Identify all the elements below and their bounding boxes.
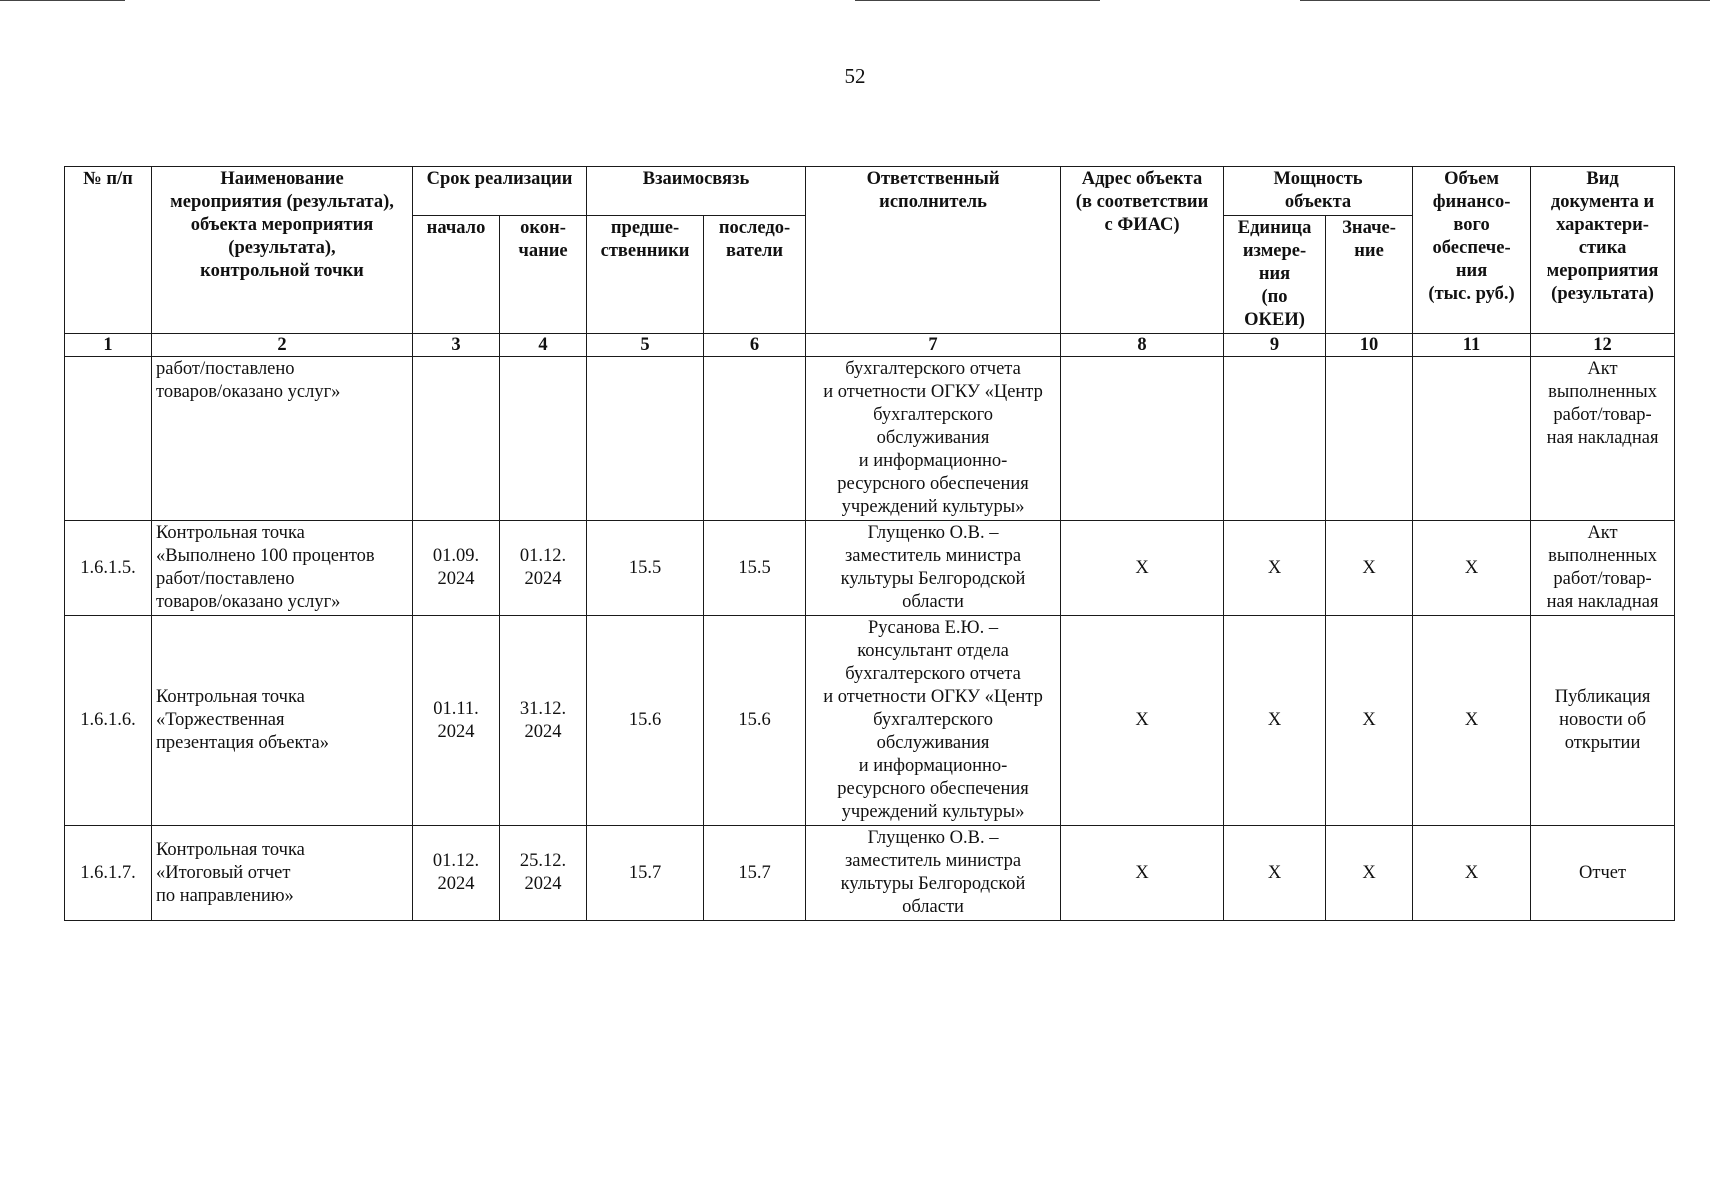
row-doc-type: Акт выполненных работ/товар- ная накладная	[1531, 357, 1675, 521]
row-start	[413, 357, 500, 521]
table-row	[65, 357, 1675, 521]
row-finance: X	[1413, 521, 1531, 616]
row-value: X	[1326, 616, 1413, 826]
column-number: 11	[1413, 334, 1531, 357]
row-doc-type: Отчет	[1531, 826, 1675, 921]
row-next: 15.7	[704, 826, 806, 921]
table-row	[65, 521, 1675, 616]
row-finance	[1413, 357, 1531, 521]
column-number: 8	[1061, 334, 1224, 357]
row-finance: X	[1413, 826, 1531, 921]
row-next: 15.5	[704, 521, 806, 616]
row-name: Контрольная точка «Торжественная презентация объекта»	[152, 616, 413, 826]
row-prev: 15.5	[587, 521, 704, 616]
row-prev: 15.6	[587, 616, 704, 826]
page-number: 52	[844, 64, 866, 88]
header-responsible: Ответственный исполнитель	[806, 167, 1061, 334]
row-address	[1061, 357, 1224, 521]
scan-line-left	[0, 0, 125, 1]
header-link: Взаимосвязь	[587, 167, 806, 216]
row-name: работ/поставлено товаров/оказано услуг»	[152, 357, 413, 521]
header-name: Наименование мероприятия (результата), объекта мероприятия (результата), контрольной точки	[152, 167, 413, 334]
row-prev: 15.7	[587, 826, 704, 921]
header-power-unit: Единица измере- ния (по ОКЕИ)	[1224, 216, 1326, 334]
row-address: X	[1061, 826, 1224, 921]
row-next: 15.6	[704, 616, 806, 826]
column-number: 12	[1531, 334, 1675, 357]
row-doc-type: Акт выполненных работ/товар- ная накладная	[1531, 521, 1675, 616]
scan-line-right	[1300, 0, 1710, 1]
row-responsible: бухгалтерского отчета и отчетности ОГКУ «Центр бухгалтерского обслуживания и информационно- ресурсного обеспечения учреждений культуры»	[806, 357, 1061, 521]
row-number: 1.6.1.7.	[65, 826, 152, 921]
header-row-1	[65, 167, 1675, 216]
row-name: Контрольная точка «Итоговый отчет по направлению»	[152, 826, 413, 921]
header-address: Адрес объекта (в соответствии с ФИАС)	[1061, 167, 1224, 334]
column-number: 6	[704, 334, 806, 357]
row-start: 01.11. 2024	[413, 616, 500, 826]
header-power-value: Значе- ние	[1326, 216, 1413, 334]
row-responsible: Глущенко О.В. – заместитель министра культуры Белгородской области	[806, 826, 1061, 921]
row-finance: X	[1413, 616, 1531, 826]
row-address: X	[1061, 521, 1224, 616]
column-number: 3	[413, 334, 500, 357]
header-link-next: последо- ватели	[704, 216, 806, 334]
header-doc-type: Вид документа и характери- стика мероприятия (результата)	[1531, 167, 1675, 334]
row-name: Контрольная точка «Выполнено 100 процентов работ/поставлено товаров/оказано услуг»	[152, 521, 413, 616]
row-start: 01.12. 2024	[413, 826, 500, 921]
row-responsible: Глущенко О.В. – заместитель министра культуры Белгородской области	[806, 521, 1061, 616]
table-row	[65, 826, 1675, 921]
header-term-end: окон- чание	[500, 216, 587, 334]
row-end: 31.12. 2024	[500, 616, 587, 826]
row-unit: X	[1224, 826, 1326, 921]
header-term-start: начало	[413, 216, 500, 334]
row-number	[65, 357, 152, 521]
row-value	[1326, 357, 1413, 521]
column-number: 10	[1326, 334, 1413, 357]
header-power: Мощность объекта	[1224, 167, 1413, 216]
row-prev	[587, 357, 704, 521]
column-number: 4	[500, 334, 587, 357]
row-start: 01.09. 2024	[413, 521, 500, 616]
header-finance: Объем финансо- вого обеспече- ния (тыс. руб.)	[1413, 167, 1531, 334]
row-end: 25.12. 2024	[500, 826, 587, 921]
table-row	[65, 616, 1675, 826]
row-next	[704, 357, 806, 521]
row-responsible: Русанова Е.Ю. – консультант отдела бухгалтерского отчета и отчетности ОГКУ «Центр бухгалтерского обслуживания и информационно- ресурсного обеспечения учреждений культуры»	[806, 616, 1061, 826]
row-value: X	[1326, 521, 1413, 616]
row-value: X	[1326, 826, 1413, 921]
header-number: № п/п	[65, 167, 152, 334]
events-table	[64, 166, 1675, 921]
row-unit	[1224, 357, 1326, 521]
row-number: 1.6.1.6.	[65, 616, 152, 826]
row-end: 01.12. 2024	[500, 521, 587, 616]
header-term: Срок реализации	[413, 167, 587, 216]
row-address: X	[1061, 616, 1224, 826]
column-number: 2	[152, 334, 413, 357]
header-link-prev: предше- ственники	[587, 216, 704, 334]
column-number: 7	[806, 334, 1061, 357]
column-number: 1	[65, 334, 152, 357]
column-number: 5	[587, 334, 704, 357]
row-unit: X	[1224, 521, 1326, 616]
row-unit: X	[1224, 616, 1326, 826]
column-number: 9	[1224, 334, 1326, 357]
row-end	[500, 357, 587, 521]
scan-line-middle	[855, 0, 1100, 1]
column-numbers-row	[65, 334, 1675, 357]
row-number: 1.6.1.5.	[65, 521, 152, 616]
row-doc-type: Публикация новости об открытии	[1531, 616, 1675, 826]
